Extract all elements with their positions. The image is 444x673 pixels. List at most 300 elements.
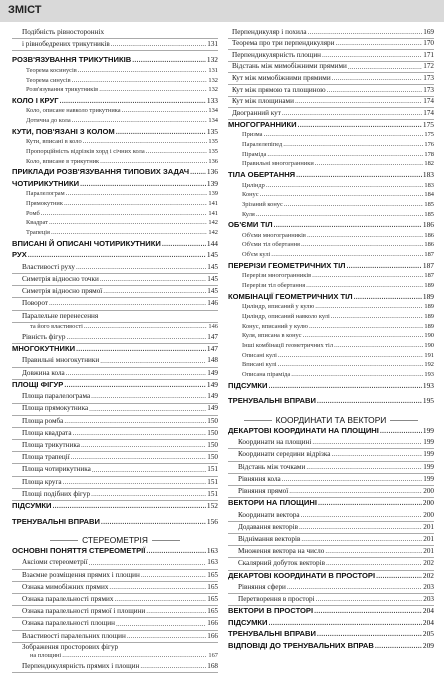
- toc-leader-dots: [66, 334, 206, 341]
- toc-page-number: 189: [422, 291, 434, 301]
- toc-entry[interactable]: [228, 462, 434, 474]
- toc-chapter-entry[interactable]: [12, 546, 218, 558]
- toc-entry-title: Циліндр: [242, 181, 265, 189]
- toc-entry-title: Кути, вписані в коло: [26, 138, 82, 146]
- toc-entry-title: Піраміда: [242, 150, 267, 158]
- toc-entry[interactable]: [12, 323, 218, 332]
- toc-entry[interactable]: [228, 211, 434, 221]
- toc-entry[interactable]: [228, 50, 434, 62]
- toc-page-number: 204: [422, 617, 434, 627]
- toc-entry-title: Двогранний кут: [232, 108, 281, 117]
- toc-page-number: 150: [207, 441, 218, 450]
- toc-entry-title: Коло, описане навколо трикутника: [26, 107, 121, 115]
- toc-entry-title: ВЕКТОРИ В ПРОСТОРІ: [228, 606, 314, 616]
- toc-entry[interactable]: [228, 534, 434, 546]
- toc-leader-dots: [84, 323, 207, 330]
- toc-entry[interactable]: [12, 148, 218, 158]
- toc-chapter-entry[interactable]: [12, 239, 218, 251]
- toc-page-number: 151: [207, 465, 218, 474]
- toc-entry[interactable]: [228, 151, 434, 161]
- toc-leader-dots: [301, 536, 422, 543]
- toc-right-column: [228, 27, 434, 652]
- toc-entry-title: Циліндр, вписаний у кулю: [242, 303, 315, 311]
- toc-chapter-entry[interactable]: [228, 170, 434, 182]
- toc-leader-dots: [141, 572, 206, 579]
- toc-entry-title: Вписані кулі: [242, 361, 277, 369]
- toc-entry[interactable]: [228, 342, 434, 352]
- toc-entry-title: Прямокутник: [26, 200, 63, 208]
- toc-entry-title: Паралелепіпед: [242, 140, 283, 148]
- toc-chapter-entry[interactable]: [228, 426, 434, 438]
- toc-entry-title: Рівність фігур: [22, 332, 66, 341]
- toc-entry[interactable]: [12, 452, 218, 464]
- toc-entry-title: Зрізаний конус: [242, 200, 283, 208]
- toc-entry[interactable]: [12, 262, 218, 274]
- toc-page-number: 142: [208, 219, 218, 227]
- toc-leader-dots: [296, 172, 422, 179]
- toc-entry[interactable]: [12, 158, 218, 168]
- toc-entry[interactable]: [228, 594, 434, 606]
- toc-entry[interactable]: [12, 618, 218, 630]
- toc-page-number: 173: [423, 74, 434, 83]
- toc-entry[interactable]: [228, 352, 434, 362]
- toc-page-number: 195: [422, 396, 434, 406]
- toc-entry[interactable]: [12, 274, 218, 286]
- toc-entry[interactable]: [12, 652, 218, 661]
- toc-entry[interactable]: [228, 182, 434, 192]
- toc-page-number: 199: [423, 474, 434, 483]
- toc-page-number: 174: [423, 97, 434, 106]
- toc-entry[interactable]: [12, 219, 218, 229]
- toc-chapter-entry[interactable]: [228, 618, 434, 630]
- toc-page-number: 186: [424, 231, 434, 239]
- toc-entry-title: Площі подібних фігур: [22, 489, 91, 498]
- toc-entry-title: Куля, вписана в конус: [242, 332, 302, 340]
- toc-leader-dots: [334, 342, 423, 349]
- toc-entry-title: Ромб: [26, 209, 40, 217]
- toc-entry-title: ТРЕНУВАЛЬНІ ВПРАВИ: [228, 396, 316, 406]
- toc-entry[interactable]: [228, 510, 434, 522]
- toc-entry[interactable]: [12, 416, 218, 428]
- toc-entry-title: КОЛО І КРУГ: [12, 95, 59, 105]
- toc-entry[interactable]: [228, 486, 434, 498]
- toc-entry[interactable]: [228, 371, 434, 381]
- toc-entry[interactable]: [228, 582, 434, 594]
- toc-chapter-entry[interactable]: [228, 498, 434, 510]
- toc-entry-title: Площа квадрата: [22, 428, 72, 437]
- toc-entry[interactable]: [228, 251, 434, 261]
- toc-entry[interactable]: [12, 440, 218, 452]
- toc-entry-title: Конус: [242, 191, 259, 199]
- toc-entry-title: Об'єми многогранників: [242, 231, 306, 239]
- toc-page-number: 201: [423, 547, 434, 556]
- toc-entry-title: Віднімання векторів: [238, 534, 301, 543]
- toc-entry[interactable]: [12, 298, 218, 310]
- toc-leader-dots: [332, 75, 423, 82]
- toc-entry[interactable]: [12, 138, 218, 148]
- toc-page-number: 136: [206, 167, 218, 177]
- toc-leader-dots: [109, 584, 206, 591]
- toc-page-number: 193: [422, 380, 434, 390]
- toc-entry-title: Дотична до кола: [26, 117, 71, 125]
- toc-entry-title: ПЛОЩІ ФІГУР: [12, 379, 64, 389]
- toc-page-number: 163: [207, 558, 218, 567]
- toc-entry-title: ОСНОВНІ ПОНЯТТЯ СТЕРЕОМЕТРІЇ: [12, 546, 146, 555]
- toc-page-number: 171: [423, 50, 434, 59]
- toc-chapter-entry[interactable]: [228, 641, 434, 653]
- toc-page-number: 132: [206, 55, 218, 65]
- toc-entry-title: Координати середини відрізка: [238, 450, 331, 459]
- toc-chapter-entry[interactable]: [12, 501, 218, 513]
- toc-entry[interactable]: [12, 570, 218, 582]
- toc-page-number: 172: [423, 62, 434, 71]
- toc-entry-title: ТІЛА ОБЕРТАННЯ: [228, 170, 296, 179]
- toc-entry[interactable]: [12, 391, 218, 403]
- toc-page-number: 149: [207, 368, 218, 377]
- toc-chapter-entry[interactable]: [12, 96, 218, 108]
- toc-page-number: 204: [422, 606, 434, 616]
- toc-page-number: 187: [424, 272, 434, 280]
- toc-entry[interactable]: [228, 141, 434, 151]
- toc-page-number: 132: [208, 86, 218, 94]
- toc-entry-title: Поворот: [22, 299, 48, 308]
- toc-entry-title: Властивості паралельних площин: [22, 631, 126, 640]
- toc-entry-title: ТРЕНУВАЛЬНІ ВПРАВИ: [228, 629, 316, 639]
- toc-entry[interactable]: [228, 160, 434, 170]
- toc-page-number: 145: [207, 287, 218, 296]
- toc-chapter-entry[interactable]: [228, 396, 434, 408]
- toc-page-number: 165: [207, 582, 218, 591]
- toc-leader-dots: [306, 464, 422, 471]
- toc-entry-title: Властивості руху: [22, 262, 75, 271]
- toc-entry[interactable]: [228, 108, 434, 120]
- toc-entry[interactable]: [228, 241, 434, 251]
- toc-leader-dots: [312, 439, 422, 446]
- toc-entry-title: Площа круга: [22, 477, 62, 486]
- toc-page-number: 192: [424, 361, 434, 369]
- toc-page-number: 135: [206, 126, 218, 136]
- toc-entry[interactable]: [228, 85, 434, 97]
- toc-leader-dots: [91, 393, 206, 400]
- toc-entry-title: Довжина кола: [22, 368, 65, 377]
- toc-entry-title: Рівняння прямої: [238, 486, 289, 495]
- toc-entry-title: РУХ: [12, 250, 27, 260]
- toc-entry[interactable]: [12, 643, 218, 652]
- toc-leader-dots: [314, 608, 422, 615]
- page-header: [0, 0, 444, 22]
- toc-chapter-entry[interactable]: [12, 55, 218, 67]
- toc-entry[interactable]: [228, 39, 434, 51]
- toc-leader-dots: [315, 303, 423, 310]
- toc-entry-title: Куля: [242, 210, 255, 218]
- toc-leader-dots: [60, 98, 206, 105]
- toc-chapter-entry[interactable]: [12, 344, 218, 356]
- toc-leader-dots: [80, 181, 206, 188]
- toc-entry[interactable]: [12, 477, 218, 489]
- toc-page-number: 203: [423, 583, 434, 592]
- toc-entry[interactable]: [228, 62, 434, 74]
- toc-leader-dots: [308, 29, 423, 36]
- toc-page-number: 145: [206, 250, 218, 260]
- toc-entry-title: Площа прямокутника: [22, 404, 89, 413]
- toc-entry[interactable]: [12, 464, 218, 476]
- toc-leader-dots: [72, 77, 208, 84]
- toc-entry-title: Площа чотирикутника: [22, 465, 91, 474]
- toc-entry[interactable]: [228, 361, 434, 371]
- toc-page-number: 186: [422, 220, 434, 230]
- toc-leader-dots: [71, 454, 207, 461]
- toc-leader-dots: [89, 406, 206, 413]
- toc-entry[interactable]: [12, 428, 218, 440]
- toc-entry-title: Перерізи тіл обертання: [242, 282, 306, 289]
- toc-entry[interactable]: [12, 558, 218, 570]
- toc-entry[interactable]: [12, 286, 218, 298]
- toc-page-number: 178: [424, 150, 434, 158]
- toc-page-number: 199: [422, 425, 434, 435]
- toc-entry[interactable]: [228, 323, 434, 333]
- toc-leader-dots: [331, 451, 422, 458]
- toc-leader-dots: [271, 251, 423, 258]
- toc-entry[interactable]: [12, 404, 218, 416]
- toc-chapter-entry[interactable]: [228, 120, 434, 132]
- toc-entry[interactable]: [12, 200, 218, 210]
- toc-page-number: 148: [207, 356, 218, 365]
- toc-entry-title: Об'єм кулі: [242, 251, 271, 259]
- toc-entry[interactable]: [228, 313, 434, 323]
- toc-entry-title: Перпендикуляр і похила: [232, 27, 307, 36]
- toc-chapter-entry[interactable]: [12, 380, 218, 392]
- toc-page-number: 175: [422, 119, 434, 129]
- toc-page-number: 151: [207, 477, 218, 486]
- toc-entry[interactable]: [12, 582, 218, 594]
- toc-page-number: 165: [207, 607, 218, 616]
- toc-page-number: 200: [422, 498, 434, 508]
- toc-entry-title: ПІДСУМКИ: [228, 380, 268, 390]
- toc-entry[interactable]: [12, 661, 218, 673]
- toc-entry-title: Ознака паралельності прямої і площини: [22, 607, 146, 616]
- toc-entry[interactable]: [12, 107, 218, 117]
- toc-entry-title: Паралельне перенесення: [22, 311, 99, 320]
- toc-page-number: 176: [424, 140, 434, 148]
- toc-leader-dots: [317, 631, 422, 638]
- toc-leader-dots: [301, 512, 423, 519]
- toc-entry[interactable]: [228, 303, 434, 313]
- toc-entry-title: Аксіоми стереометрії: [22, 558, 88, 567]
- toc-entry[interactable]: [12, 117, 218, 127]
- toc-leader-dots: [307, 232, 423, 239]
- toc-entry-title: Ознака мимобіжних прямих: [22, 582, 109, 591]
- toc-chapter-entry[interactable]: [12, 250, 218, 262]
- toc-leader-dots: [62, 652, 207, 659]
- toc-entry[interactable]: [12, 190, 218, 200]
- toc-leader-dots: [317, 398, 422, 405]
- toc-entry-title: Циліндр, описаний навколо кулі: [242, 312, 330, 320]
- toc-entry-title: Теорема про три перпендикуляри: [232, 39, 335, 48]
- toc-entry-title: ПЕРЕРІЗИ ГЕОМЕТРИЧНИХ ТІЛ: [228, 260, 346, 270]
- toc-page-number: 184: [424, 191, 434, 199]
- toc-entry-title: Кут між мимобіжними прямими: [232, 74, 331, 83]
- toc-leader-dots: [306, 282, 423, 289]
- toc-entry-title: ТРЕНУВАЛЬНІ ВПРАВИ: [12, 516, 100, 526]
- toc-page-number: 187: [422, 260, 434, 270]
- toc-page-number: 191: [424, 351, 434, 359]
- toc-leader-dots: [267, 151, 423, 158]
- toc-chapter-entry[interactable]: [12, 127, 218, 139]
- toc-leader-dots: [114, 596, 206, 603]
- toc-chapter-entry[interactable]: [228, 606, 434, 618]
- toc-page-number: 144: [206, 238, 218, 248]
- toc-chapter-entry[interactable]: [228, 629, 434, 641]
- toc-entry[interactable]: [228, 191, 434, 201]
- toc-leader-dots: [100, 358, 206, 365]
- toc-entry[interactable]: [228, 332, 434, 342]
- toc-page-number: 167: [208, 651, 218, 659]
- toc-entry[interactable]: [12, 311, 218, 323]
- toc-entry-title: Площа трикутника: [22, 441, 80, 450]
- toc-leader-dots: [122, 107, 208, 114]
- toc-entry-title: Інші комбінації геометричних тіл: [242, 341, 334, 349]
- toc-leader-dots: [41, 210, 208, 217]
- toc-entry[interactable]: [228, 546, 434, 558]
- toc-entry-title: Подібність рівносторонніх: [22, 27, 105, 36]
- toc-entry-title: Призма: [242, 131, 263, 139]
- toc-entry[interactable]: [228, 474, 434, 486]
- toc-entry-title: Координати на площині: [238, 438, 312, 447]
- toc-entry-title: ДЕКАРТОВІ КООРДИНАТИ НА ПЛОЩИНІ: [228, 425, 379, 435]
- toc-leader-dots: [127, 633, 206, 640]
- toc-leader-dots: [100, 276, 206, 283]
- toc-entry-title: Правильні многокутники: [22, 356, 100, 365]
- toc-entry[interactable]: [228, 282, 434, 292]
- toc-entry-title: Паралелограм: [26, 190, 65, 198]
- section-title: СТЕРЕОМЕТРІЯ: [12, 534, 218, 546]
- toc-leader-dots: [116, 129, 206, 136]
- toc-page-number: 170: [423, 39, 434, 48]
- toc-leader-dots: [100, 158, 207, 165]
- toc-entry[interactable]: [12, 606, 218, 618]
- toc-entry[interactable]: [12, 86, 218, 96]
- toc-leader-dots: [64, 382, 206, 389]
- toc-entry-title: Теорема синусів: [26, 76, 71, 84]
- toc-entry[interactable]: [12, 489, 218, 501]
- toc-entry-title: Перерізи многогранників: [242, 272, 312, 280]
- toc-page-number: 169: [423, 27, 434, 36]
- toc-entry-title: Відстань між точками: [238, 462, 306, 471]
- toc-chapter-entry[interactable]: [228, 381, 434, 393]
- toc-leader-dots: [380, 428, 422, 435]
- toc-leader-dots: [73, 430, 207, 437]
- toc-entry-title: ДЕКАРТОВІ КООРДИНАТИ В ПРОСТОРІ: [228, 570, 376, 580]
- toc-leader-dots: [309, 323, 423, 330]
- toc-chapter-entry[interactable]: [12, 517, 218, 529]
- toc-page-number: 165: [207, 570, 218, 579]
- toc-page-number: 150: [207, 453, 218, 462]
- toc-entry-title: ЧОТИРИКУТНИКИ: [12, 178, 80, 188]
- toc-leader-dots: [99, 86, 207, 93]
- toc-entry[interactable]: [228, 522, 434, 534]
- toc-leader-dots: [63, 479, 207, 486]
- toc-entry[interactable]: [228, 449, 434, 461]
- toc-leader-dots: [375, 643, 422, 650]
- toc-entry[interactable]: [228, 272, 434, 282]
- toc-entry[interactable]: [12, 39, 218, 51]
- toc-leader-dots: [190, 169, 206, 176]
- toc-entry[interactable]: [12, 210, 218, 220]
- toc-page-number: 199: [423, 462, 434, 471]
- toc-entry-title: Описані кулі: [242, 351, 277, 359]
- toc-leader-dots: [51, 229, 207, 236]
- toc-page-number: 201: [423, 522, 434, 531]
- toc-page-number: 139: [208, 190, 218, 198]
- toc-page-number: 209: [422, 640, 434, 650]
- toc-entry[interactable]: [228, 131, 434, 141]
- toc-entry[interactable]: [12, 332, 218, 344]
- toc-entry[interactable]: [228, 201, 434, 211]
- toc-page-number: 146: [208, 322, 218, 330]
- toc-entry-title: та його властивості: [30, 322, 83, 330]
- toc-entry[interactable]: [228, 437, 434, 449]
- toc-page-number: 166: [207, 619, 218, 628]
- toc-page-number: 131: [208, 66, 218, 74]
- toc-chapter-entry[interactable]: [12, 179, 218, 191]
- toc-page-number: 145: [207, 262, 218, 271]
- toc-entry[interactable]: [228, 232, 434, 242]
- toc-page-number: 202: [423, 559, 434, 568]
- toc-entry[interactable]: [12, 594, 218, 606]
- toc-leader-dots: [347, 263, 422, 270]
- toc-page-number: 189: [424, 282, 434, 289]
- toc-leader-dots: [66, 370, 206, 377]
- toc-leader-dots: [266, 182, 424, 189]
- toc-chapter-entry[interactable]: [228, 261, 434, 273]
- toc-leader-dots: [315, 160, 424, 167]
- toc-entry[interactable]: [12, 355, 218, 367]
- toc-page-number: 190: [424, 341, 434, 349]
- toc-leader-dots: [283, 141, 423, 148]
- toc-page-number: 203: [423, 595, 434, 604]
- toc-leader-dots: [354, 294, 422, 301]
- toc-entry[interactable]: [12, 368, 218, 380]
- toc-entry[interactable]: [12, 229, 218, 239]
- toc-leader-dots: [301, 241, 423, 248]
- toc-entry-title: Кут між площинами: [232, 97, 294, 106]
- toc-chapter-entry[interactable]: [12, 167, 218, 179]
- toc-entry[interactable]: [12, 631, 218, 643]
- toc-page-number: 185: [424, 210, 434, 218]
- toc-entry[interactable]: [228, 27, 434, 39]
- toc-entry-title: Описана піраміда: [242, 371, 291, 378]
- toc-entry[interactable]: [228, 73, 434, 85]
- toc-entry[interactable]: [12, 77, 218, 87]
- toc-leader-dots: [162, 241, 206, 248]
- toc-chapter-entry[interactable]: [228, 571, 434, 583]
- page-title: ЗМІСТ: [8, 4, 42, 16]
- toc-entry-title: і рівнобедрених трикутників: [22, 40, 110, 49]
- toc-chapter-entry[interactable]: [228, 220, 434, 232]
- toc-entry[interactable]: [228, 558, 434, 570]
- toc-entry[interactable]: [12, 67, 218, 77]
- toc-entry[interactable]: [228, 97, 434, 109]
- toc-entry[interactable]: [12, 27, 218, 39]
- toc-entry-title: КУТИ, ПОВ'ЯЗАНІ З КОЛОМ: [12, 126, 115, 136]
- toc-page-number: 133: [206, 95, 218, 105]
- toc-page-number: 136: [208, 157, 218, 165]
- toc-entry-title: МНОГОКУТНИКИ: [12, 343, 76, 353]
- toc-chapter-entry[interactable]: [228, 292, 434, 304]
- toc-leader-dots: [322, 52, 422, 59]
- toc-entry-title: Додавання векторів: [238, 522, 298, 531]
- toc-page-number: 189: [424, 322, 434, 330]
